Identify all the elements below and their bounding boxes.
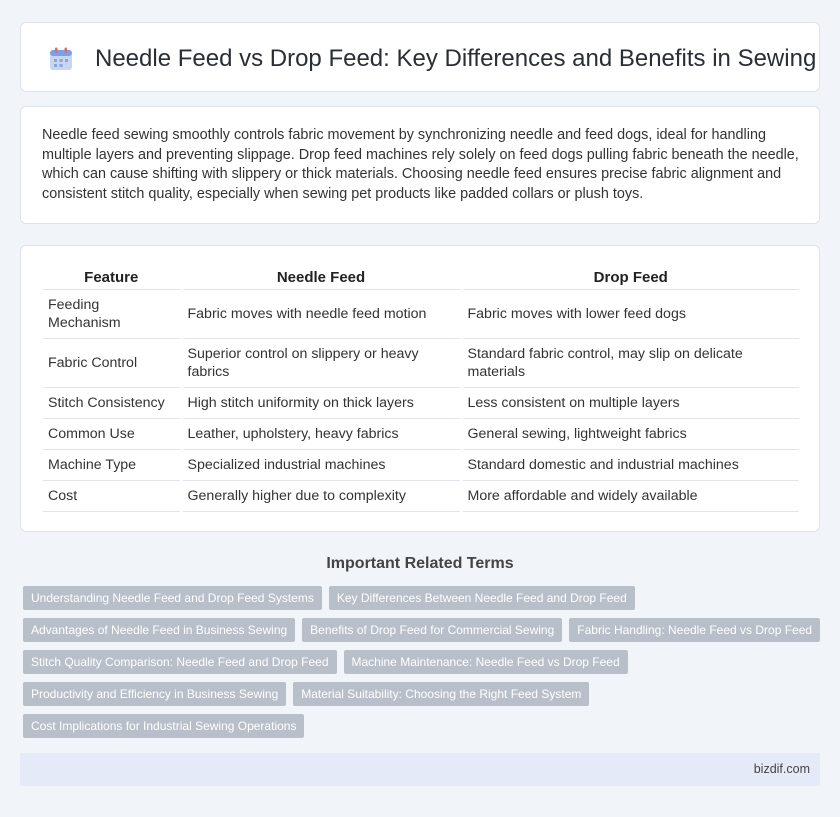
related-terms-list bbox=[23, 586, 823, 746]
footer-bar bbox=[20, 753, 820, 786]
table-cell: Feeding Mechanism bbox=[43, 289, 181, 338]
footer-brand[interactable]: bizdif.com bbox=[753, 762, 810, 776]
related-term-tag[interactable]: Machine Maintenance: Needle Feed vs Drop Feed bbox=[344, 650, 628, 674]
column-header-drop-feed: Drop Feed bbox=[461, 267, 799, 289]
table-row bbox=[43, 480, 799, 511]
table-cell: General sewing, lightweight fabrics bbox=[461, 418, 799, 449]
related-term-tag[interactable]: Benefits of Drop Feed for Commercial Sewing bbox=[302, 618, 562, 642]
related-term-tag[interactable]: Material Suitability: Choosing the Right Feed System bbox=[293, 682, 589, 706]
calendar-icon bbox=[48, 46, 74, 72]
intro-paragraph: Needle feed sewing smoothly controls fabric movement by synchronizing needle and feed dogs, ideal for handling multiple layers and preventing slippage. Drop feed machines rely solely on feed dogs pulling fabric beneath the needle, which can cause shifting with slippery or thick materials. Choosing needle feed ensures precise fabric alignment and consistent stitch quality, especially when sewing pet products like padded collars or plush toys. bbox=[42, 127, 799, 202]
table-row bbox=[43, 418, 799, 449]
comparison-table bbox=[43, 267, 799, 512]
table-cell: Standard fabric control, may slip on delicate materials bbox=[461, 338, 799, 387]
related-term-tag[interactable]: Advantages of Needle Feed in Business Sewing bbox=[23, 618, 295, 642]
related-terms-title: Important Related Terms bbox=[326, 555, 514, 572]
related-term-tag[interactable]: Fabric Handling: Needle Feed vs Drop Feed bbox=[569, 618, 820, 642]
table-row bbox=[43, 338, 799, 387]
table-cell: Leather, upholstery, heavy fabrics bbox=[181, 418, 461, 449]
column-header-feature: Feature bbox=[43, 267, 181, 289]
table-cell: Superior control on slippery or heavy fabrics bbox=[181, 338, 461, 387]
related-term-tag[interactable]: Stitch Quality Comparison: Needle Feed and Drop Feed bbox=[23, 650, 337, 674]
table-cell: Specialized industrial machines bbox=[181, 449, 461, 480]
related-term-tag[interactable]: Productivity and Efficiency in Business Sewing bbox=[23, 682, 286, 706]
table-cell: Common Use bbox=[43, 418, 181, 449]
table-cell: Less consistent on multiple layers bbox=[461, 387, 799, 418]
intro-card bbox=[20, 106, 820, 224]
comparison-table-card bbox=[20, 245, 820, 532]
table-header-row bbox=[43, 267, 799, 289]
table-cell: Fabric Control bbox=[43, 338, 181, 387]
header-card bbox=[20, 22, 820, 92]
table-row bbox=[43, 289, 799, 338]
table-row bbox=[43, 449, 799, 480]
table-cell: High stitch uniformity on thick layers bbox=[181, 387, 461, 418]
table-cell: Standard domestic and industrial machines bbox=[461, 449, 799, 480]
page-title: Needle Feed vs Drop Feed: Key Differences and Benefits in Sewing bbox=[95, 45, 817, 72]
table-cell: Fabric moves with needle feed motion bbox=[181, 289, 461, 338]
table-row bbox=[43, 387, 799, 418]
related-term-tag[interactable]: Key Differences Between Needle Feed and Drop Feed bbox=[329, 586, 635, 610]
related-term-tag[interactable]: Understanding Needle Feed and Drop Feed Systems bbox=[23, 586, 322, 610]
table-cell: Cost bbox=[43, 480, 181, 511]
related-term-tag[interactable]: Cost Implications for Industrial Sewing Operations bbox=[23, 714, 304, 738]
table-cell: Generally higher due to complexity bbox=[181, 480, 461, 511]
column-header-needle-feed: Needle Feed bbox=[181, 267, 461, 289]
table-cell: Fabric moves with lower feed dogs bbox=[461, 289, 799, 338]
table-cell: Stitch Consistency bbox=[43, 387, 181, 418]
table-cell: More affordable and widely available bbox=[461, 480, 799, 511]
table-cell: Machine Type bbox=[43, 449, 181, 480]
